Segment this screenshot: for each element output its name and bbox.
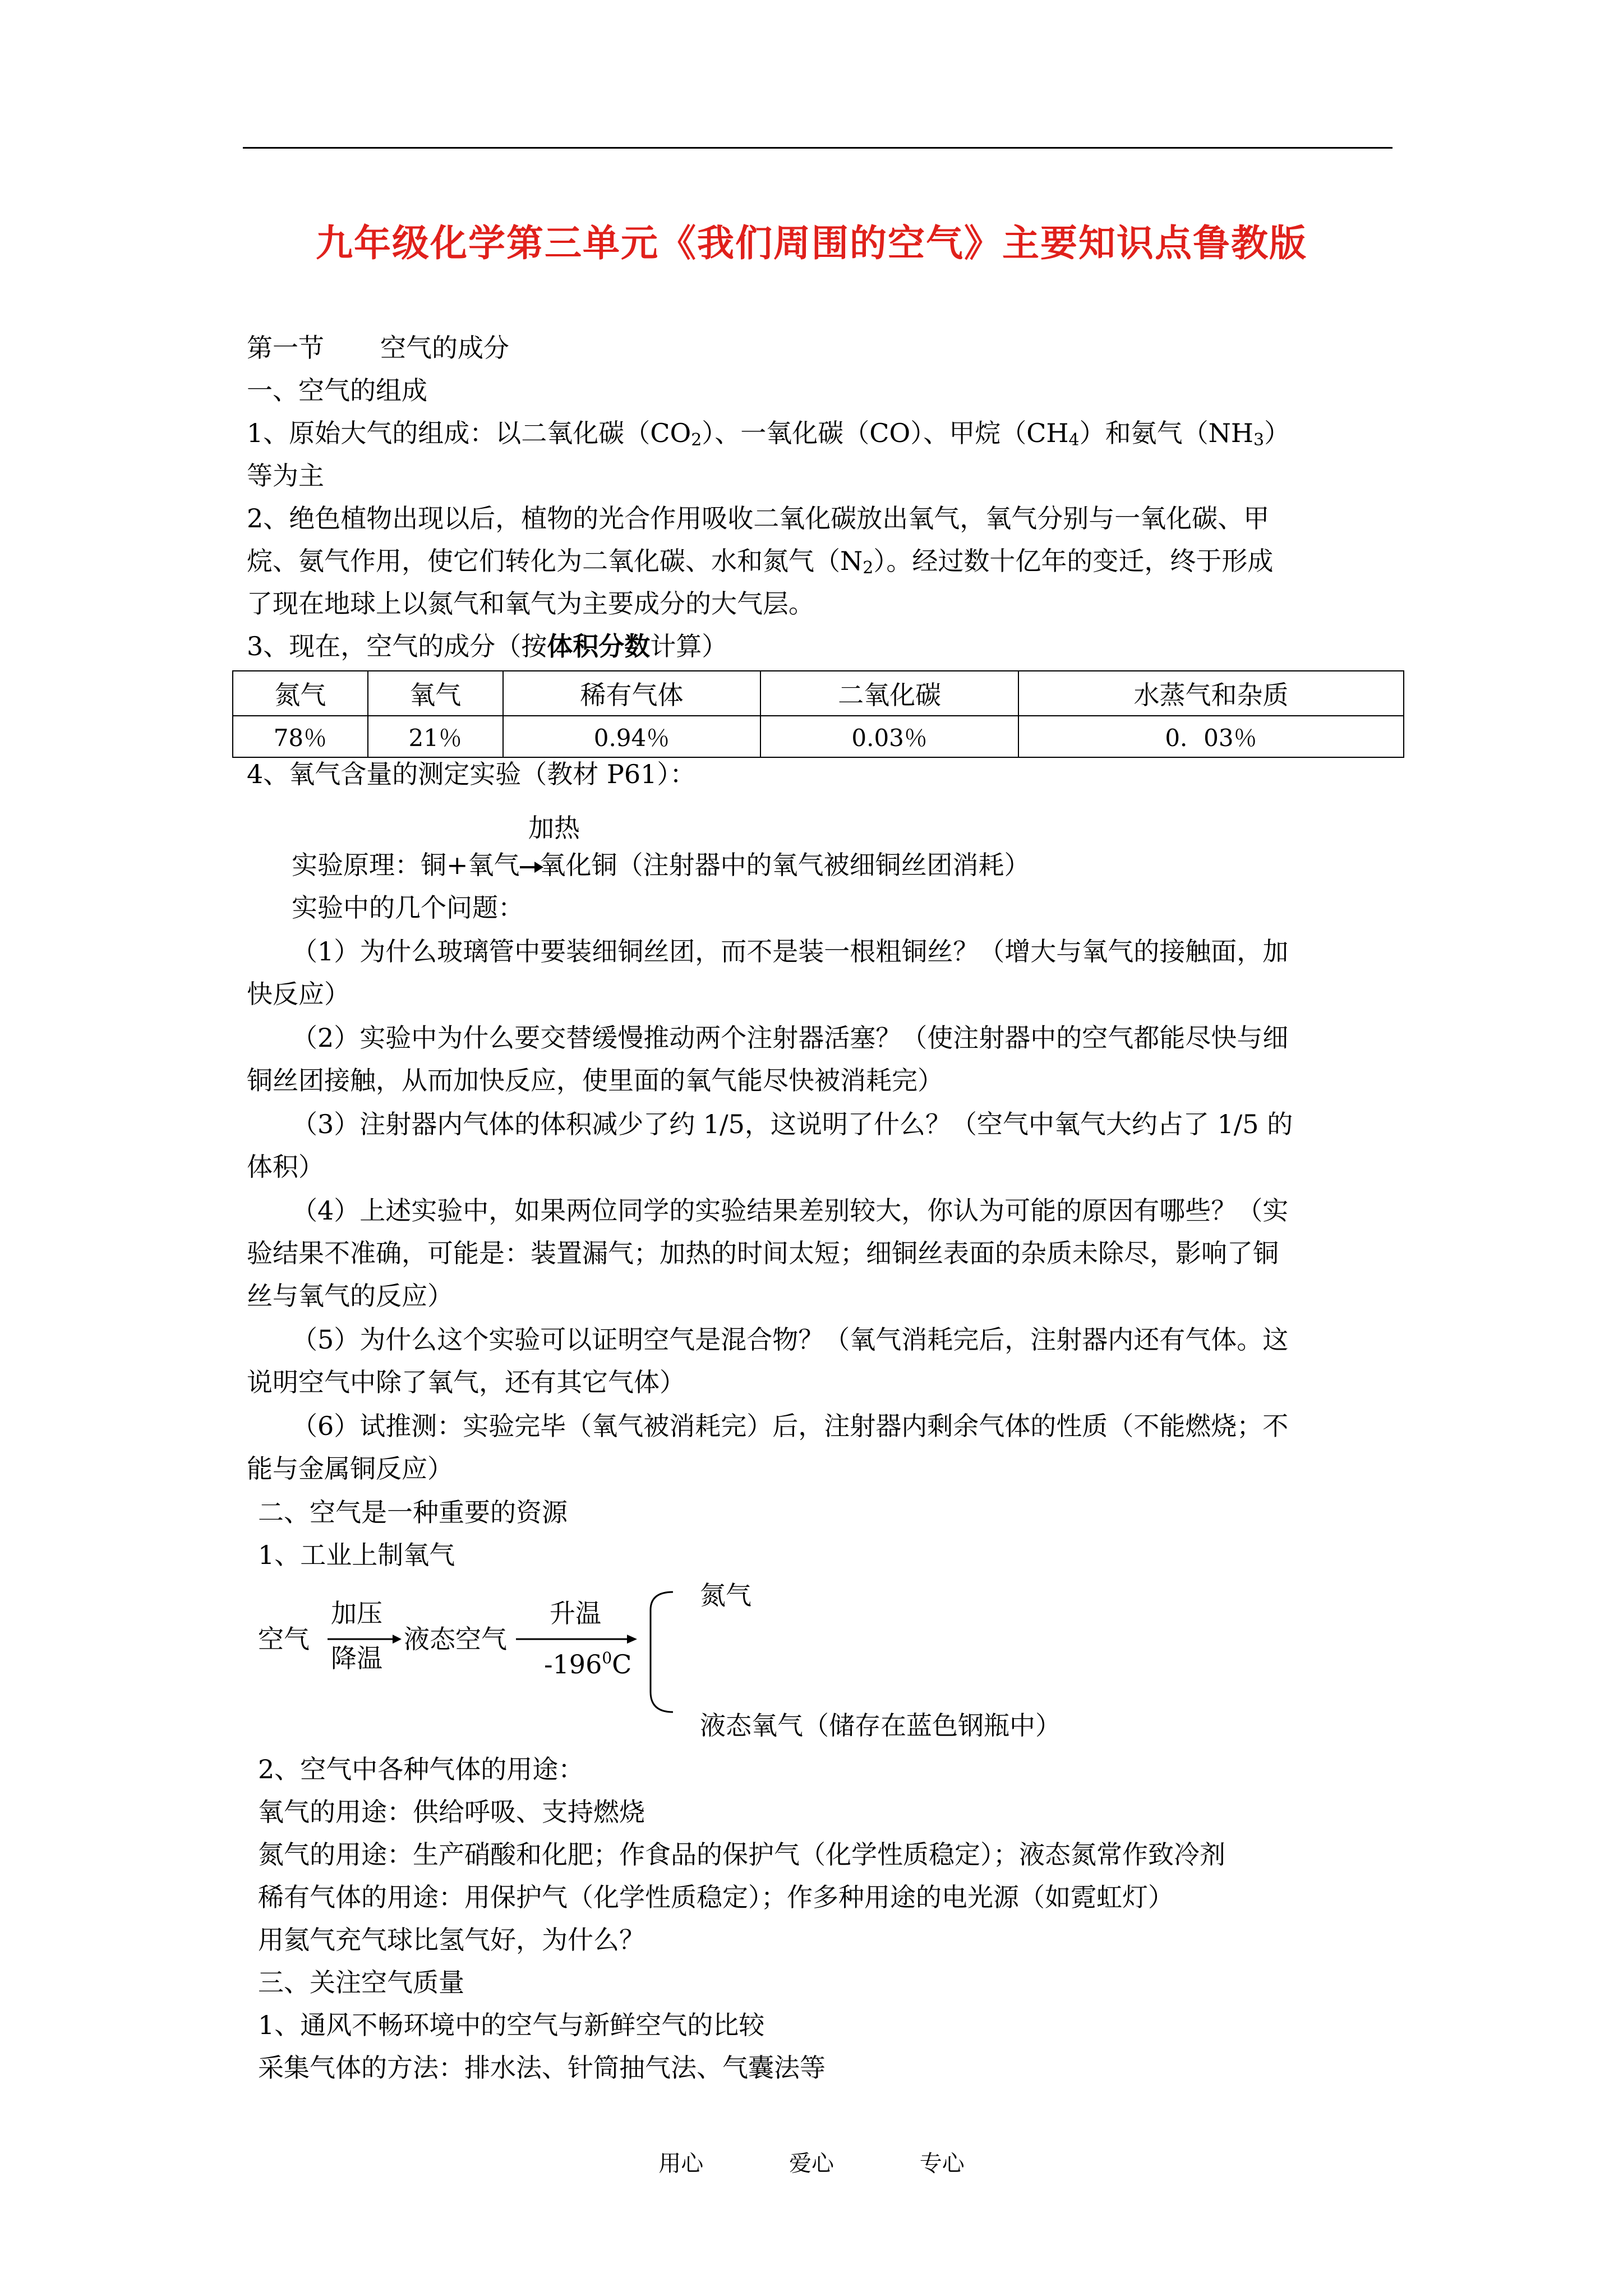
table-value-cell: 0.94％ <box>503 716 761 757</box>
q3-line2: 体积） <box>247 1152 324 1182</box>
nitrogen-uses: 氮气的用途：生产硝酸和化肥；作食品的保护气（化学性质稳定）；液态氮常作致冷剂 <box>258 1839 1225 1870</box>
q1-line2: 快反应） <box>247 979 350 1009</box>
uses-heading: 2、空气中各种气体的用途： <box>258 1754 584 1784</box>
q4-line1: （4）上述实验中，如果两位同学的实验结果差别较大，你认为可能的原因有哪些？（实 <box>292 1195 1289 1226</box>
part2-sub1: 1、工业上制氧气 <box>258 1540 455 1570</box>
q2-line2: 铜丝团接触，从而加快反应，使里面的氧气能尽快被消耗完） <box>247 1065 943 1096</box>
diagram-liquid-oxygen: 液态氧气（储存在蓝色钢瓶中） <box>700 1710 1061 1741</box>
q5-line2: 说明空气中除了氧气，还有其它气体） <box>247 1367 685 1397</box>
subscript: 2 <box>691 430 702 450</box>
subscript: 2 <box>863 558 874 578</box>
diagram-cool: 降温 <box>331 1643 382 1673</box>
part2-heading: 二、空气是一种重要的资源 <box>258 1497 568 1527</box>
item2-line1: 2、绝色植物出现以后，植物的光合作用吸收二氧化碳放出氧气，氧气分别与一氧化碳、甲 <box>247 503 1270 533</box>
item1-text-a: 1、原始大气的组成：以二氧化碳（CO <box>247 418 691 448</box>
footer-word: 专心 <box>919 2151 965 2177</box>
q1-line1: （1）为什么玻璃管中要装细铜丝团，而不是装一根粗铜丝？（增大与氧气的接触面，加 <box>292 936 1289 967</box>
table-value-cell: 0.03％ <box>760 716 1018 757</box>
diagram-liquid-air: 液态空气 <box>404 1624 507 1654</box>
temp-unit: C <box>612 1649 632 1680</box>
item1-line2: 等为主 <box>247 461 324 491</box>
table-header-cell: 氮气 <box>233 671 368 716</box>
item1-text-b: ）、一氧化碳（CO）、甲烷（CH <box>702 418 1069 448</box>
diagram-pressurize: 加压 <box>331 1598 382 1628</box>
table-header-cell: 氧气 <box>368 671 503 716</box>
item1-text-d: ） <box>1264 418 1290 448</box>
page-title: 九年级化学第三单元《我们周围的空气》主要知识点鲁教版 <box>316 222 1307 265</box>
section-title: 空气的成分 <box>380 333 509 363</box>
rare-gas-uses: 稀有气体的用途：用保护气（化学性质稳定）；作多种用途的电光源（如霓虹灯） <box>258 1882 1174 1912</box>
item1-text-c: ）和氨气（NH <box>1079 418 1253 448</box>
q2-line1: （2）实验中为什么要交替缓慢推动两个注射器活塞？（使注射器中的空气都能尽快与细 <box>292 1023 1289 1053</box>
item2-line3: 了现在地球上以氮气和氧气为主要成分的大气层。 <box>247 588 814 619</box>
page-footer <box>0 2146 1623 2178</box>
diagram-heat-up: 升温 <box>550 1598 601 1628</box>
footer-word: 爱心 <box>789 2151 834 2177</box>
diagram-air: 空气 <box>258 1624 310 1654</box>
footer-word: 用心 <box>658 2151 704 2177</box>
table-value-cell: 0．03％ <box>1018 716 1404 757</box>
table-value-cell: 78％ <box>233 716 368 757</box>
item3-bold: 体积分数 <box>547 631 651 661</box>
subscript: 4 <box>1068 430 1080 450</box>
item3-text-b: 计算） <box>650 631 728 661</box>
branch-bracket <box>651 1592 673 1712</box>
section-number: 第一节 <box>247 333 324 363</box>
q4-line3: 丝与氧气的反应） <box>247 1281 453 1311</box>
item3-text-a: 3、现在，空气的成分（按 <box>247 631 547 661</box>
pressurize-arrow-head-icon <box>393 1635 402 1644</box>
part3-sub1: 1、通风不畅环境中的空气与新鲜空气的比较 <box>258 2010 765 2040</box>
q6-line1: （6）试推测：实验完毕（氧气被消耗完）后，注射器内剩余气体的性质（不能燃烧；不 <box>292 1411 1289 1441</box>
table-header-cell: 二氧化碳 <box>760 671 1018 716</box>
principle-text-b: 氧化铜（注射器中的氧气被细铜丝团消耗） <box>540 850 1030 880</box>
questions-heading: 实验中的几个问题： <box>292 892 524 923</box>
table-header-cell: 水蒸气和杂质 <box>1018 671 1404 716</box>
part3-heading: 三、关注空气质量 <box>258 1967 464 1998</box>
item4-heading: 4、氧气含量的测定实验（教材 P61）： <box>247 759 696 789</box>
q5-line1: （5）为什么这个实验可以证明空气是混合物？（氧气消耗完后，注射器内还有气体。这 <box>292 1324 1289 1355</box>
q3-line1: （3）注射器内气体的体积减少了约 1/5，这说明了什么？（空气中氧气大约占了 1/5 的 <box>292 1109 1293 1139</box>
principle-text-a: 实验原理：铜+氧气 <box>292 850 520 880</box>
subscript: 3 <box>1253 430 1265 450</box>
q6-line2: 能与金属铜反应） <box>247 1453 453 1484</box>
helium-question: 用氦气充气球比氢气好，为什么？ <box>258 1925 645 1955</box>
part1-heading: 一、空气的组成 <box>247 375 427 406</box>
q4-line2: 验结果不准确，可能是：装置漏气；加热的时间太短；细铜丝表面的杂质未除尽，影响了铜 <box>247 1238 1279 1268</box>
heat-arrow-head-icon <box>627 1635 637 1644</box>
temp-degree: 0 <box>602 1649 612 1667</box>
oxygen-uses: 氧气的用途：供给呼吸、支持燃烧 <box>258 1797 645 1827</box>
table-value-cell: 21％ <box>368 716 503 757</box>
diagram-nitrogen: 氮气 <box>700 1580 751 1611</box>
item2-text-a: 烷、氨气作用，使它们转化为二氧化碳、水和氮气（N <box>247 546 863 576</box>
reaction-condition: 加热 <box>528 813 580 843</box>
item2-text-b: ）。经过数十亿年的变迁，终于形成 <box>873 546 1274 576</box>
temp-value: -196 <box>544 1649 602 1680</box>
table-header-cell: 稀有气体 <box>503 671 761 716</box>
collection-methods: 采集气体的方法：排水法、针筒抽气法、气囊法等 <box>258 2053 826 2083</box>
